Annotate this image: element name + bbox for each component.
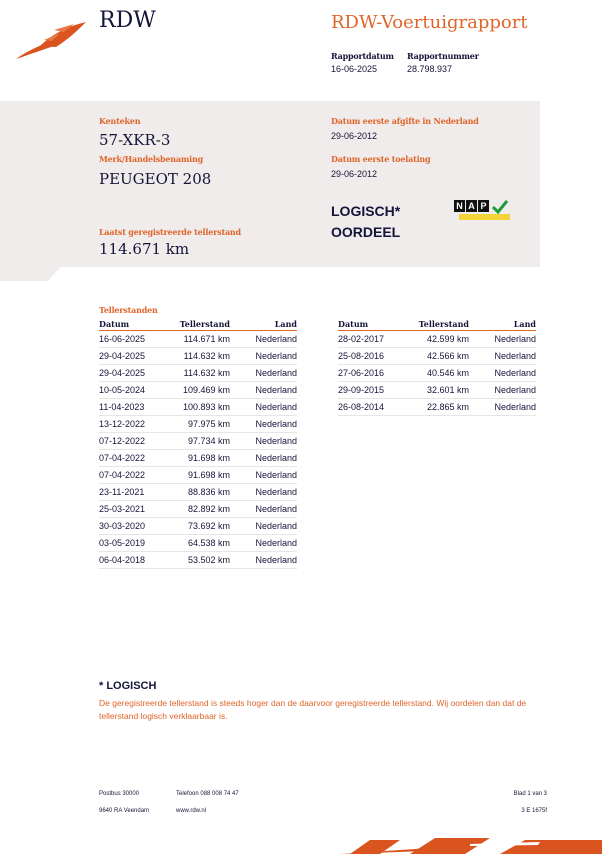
nap-logo: [453, 199, 510, 221]
cell-country: Nederland: [469, 348, 536, 365]
nap-letter-p: P: [478, 200, 489, 212]
cell-country: Nederland: [230, 552, 297, 569]
readings-table-left: [99, 318, 297, 569]
cell-country: Nederland: [230, 450, 297, 467]
plate-label: Kenteken: [99, 116, 141, 126]
cell-date: 27-06-2016: [338, 365, 404, 382]
nap-letter-a: A: [466, 200, 477, 212]
cell-odometer: 53.502 km: [165, 552, 230, 569]
cell-odometer: 40.546 km: [404, 365, 469, 382]
column-header-odometer: Tellerstand: [404, 318, 469, 331]
cell-date: 10-05-2024: [99, 382, 165, 399]
first-nl-date: 29-06-2012: [331, 131, 378, 141]
footer-website[interactable]: www.rdw.nl: [176, 808, 207, 814]
report-date: 16-06-2025: [331, 64, 378, 74]
table-row: [99, 399, 297, 416]
report-date-label: Rapportdatum: [331, 51, 394, 61]
table-row: [99, 382, 297, 399]
cell-odometer: 64.538 km: [165, 535, 230, 552]
cell-country: Nederland: [230, 382, 297, 399]
footer-document-code: 3 E 1675f: [521, 808, 547, 814]
column-header-date: Datum: [99, 318, 165, 331]
cell-country: Nederland: [230, 467, 297, 484]
cell-odometer: 42.566 km: [404, 348, 469, 365]
readings-table-right: [338, 318, 536, 416]
first-admission-label: Datum eerste toelating: [331, 154, 431, 164]
verdict-line-2: OORDEEL: [331, 224, 401, 240]
cell-country: Nederland: [469, 331, 536, 348]
report-number: 28.798.937: [407, 64, 453, 74]
cell-date: 25-08-2016: [338, 348, 404, 365]
cell-odometer: 22.865 km: [404, 399, 469, 416]
cell-odometer: 32.601 km: [404, 382, 469, 399]
table-row: [338, 331, 536, 348]
cell-date: 29-04-2025: [99, 365, 165, 382]
cell-date: 16-06-2025: [99, 331, 165, 348]
cell-date: 23-11-2021: [99, 484, 165, 501]
table-row: [99, 433, 297, 450]
cell-date: 28-02-2017: [338, 331, 404, 348]
cell-date: 13-12-2022: [99, 416, 165, 433]
nap-letter-n: N: [454, 200, 465, 212]
cell-country: Nederland: [230, 501, 297, 518]
footer-stripes-decoration: [340, 834, 602, 854]
cell-country: Nederland: [230, 365, 297, 382]
cell-odometer: 114.632 km: [165, 348, 230, 365]
license-plate: 57-XKR-3: [99, 131, 171, 149]
cell-odometer: 97.734 km: [165, 433, 230, 450]
cell-odometer: 114.632 km: [165, 365, 230, 382]
footer-address-2: 9640 RA Veendam: [99, 808, 150, 814]
cell-odometer: 88.836 km: [165, 484, 230, 501]
cell-country: Nederland: [230, 399, 297, 416]
verdict-line-1: LOGISCH*: [331, 203, 401, 219]
cell-date: 25-03-2021: [99, 501, 165, 518]
cell-country: Nederland: [230, 518, 297, 535]
table-row: [99, 467, 297, 484]
cell-odometer: 73.692 km: [165, 518, 230, 535]
cell-odometer: 97.975 km: [165, 416, 230, 433]
cell-date: 07-04-2022: [99, 467, 165, 484]
cell-country: Nederland: [230, 331, 297, 348]
cell-odometer: 114.671 km: [165, 331, 230, 348]
cell-country: Nederland: [230, 416, 297, 433]
cell-date: 26-08-2014: [338, 399, 404, 416]
vehicle-make: PEUGEOT 208: [99, 170, 212, 188]
cell-date: 11-04-2023: [99, 399, 165, 416]
table-header-row: [338, 318, 536, 331]
brand-name: RDW: [99, 8, 156, 33]
footer-address-1: Postbus 30000: [99, 791, 140, 797]
cell-date: 30-03-2020: [99, 518, 165, 535]
last-odometer-value: 114.671 km: [99, 240, 190, 258]
table-row: [99, 331, 297, 348]
report-number-label: Rapportnummer: [407, 51, 479, 61]
last-odometer-label: Laatst geregistreerde tellerstand: [99, 227, 241, 237]
cell-date: 07-04-2022: [99, 450, 165, 467]
note-text: De geregistreerde tellerstand is steeds hoger dan de daarvoor geregistreerde tellerstand. Wij oordelen dan dat de tellerstand logisch verklaarbaar is.: [99, 698, 527, 721]
table-row: [99, 518, 297, 535]
table-row: [99, 484, 297, 501]
cell-odometer: 91.698 km: [165, 450, 230, 467]
column-header-odometer: Tellerstand: [165, 318, 230, 331]
column-header-country: Land: [230, 318, 297, 331]
footer-page-number: Blad 1 van 3: [513, 791, 547, 797]
table-row: [338, 365, 536, 382]
cell-country: Nederland: [230, 348, 297, 365]
first-nl-label: Datum eerste afgifte in Nederland: [331, 116, 479, 126]
cell-country: Nederland: [469, 382, 536, 399]
table-row: [99, 501, 297, 518]
readings-title: Tellerstanden: [99, 305, 158, 315]
panel-corner-shape: [0, 267, 60, 281]
table-row: [99, 348, 297, 365]
column-header-date: Datum: [338, 318, 404, 331]
note-title: * LOGISCH: [99, 680, 157, 692]
table-row: [338, 399, 536, 416]
table-row: [338, 348, 536, 365]
cell-date: 29-09-2015: [338, 382, 404, 399]
column-header-country: Land: [469, 318, 536, 331]
cell-date: 29-04-2025: [99, 348, 165, 365]
cell-odometer: 109.469 km: [165, 382, 230, 399]
table-row: [99, 552, 297, 569]
cell-odometer: 100.893 km: [165, 399, 230, 416]
table-row: [99, 535, 297, 552]
cell-odometer: 82.892 km: [165, 501, 230, 518]
first-admission-date: 29-06-2012: [331, 169, 378, 179]
cell-odometer: 91.698 km: [165, 467, 230, 484]
make-label: Merk/Handelsbenaming: [99, 154, 204, 164]
cell-country: Nederland: [469, 399, 536, 416]
table-row: [99, 416, 297, 433]
cell-date: 06-04-2018: [99, 552, 165, 569]
cell-country: Nederland: [469, 365, 536, 382]
cell-date: 07-12-2022: [99, 433, 165, 450]
nap-letters: [454, 200, 489, 212]
cell-country: Nederland: [230, 484, 297, 501]
table-row: [99, 365, 297, 382]
rdw-logo-icon: [14, 20, 88, 62]
cell-country: Nederland: [230, 535, 297, 552]
table-header-row: [99, 318, 297, 331]
table-row: [338, 382, 536, 399]
check-icon: [491, 199, 509, 214]
cell-date: 03-05-2019: [99, 535, 165, 552]
document-title: RDW-Voertuigrapport: [331, 12, 528, 33]
footer-phone: Telefoon 088 008 74 47: [176, 791, 239, 797]
cell-country: Nederland: [230, 433, 297, 450]
table-row: [99, 450, 297, 467]
cell-odometer: 42.599 km: [404, 331, 469, 348]
